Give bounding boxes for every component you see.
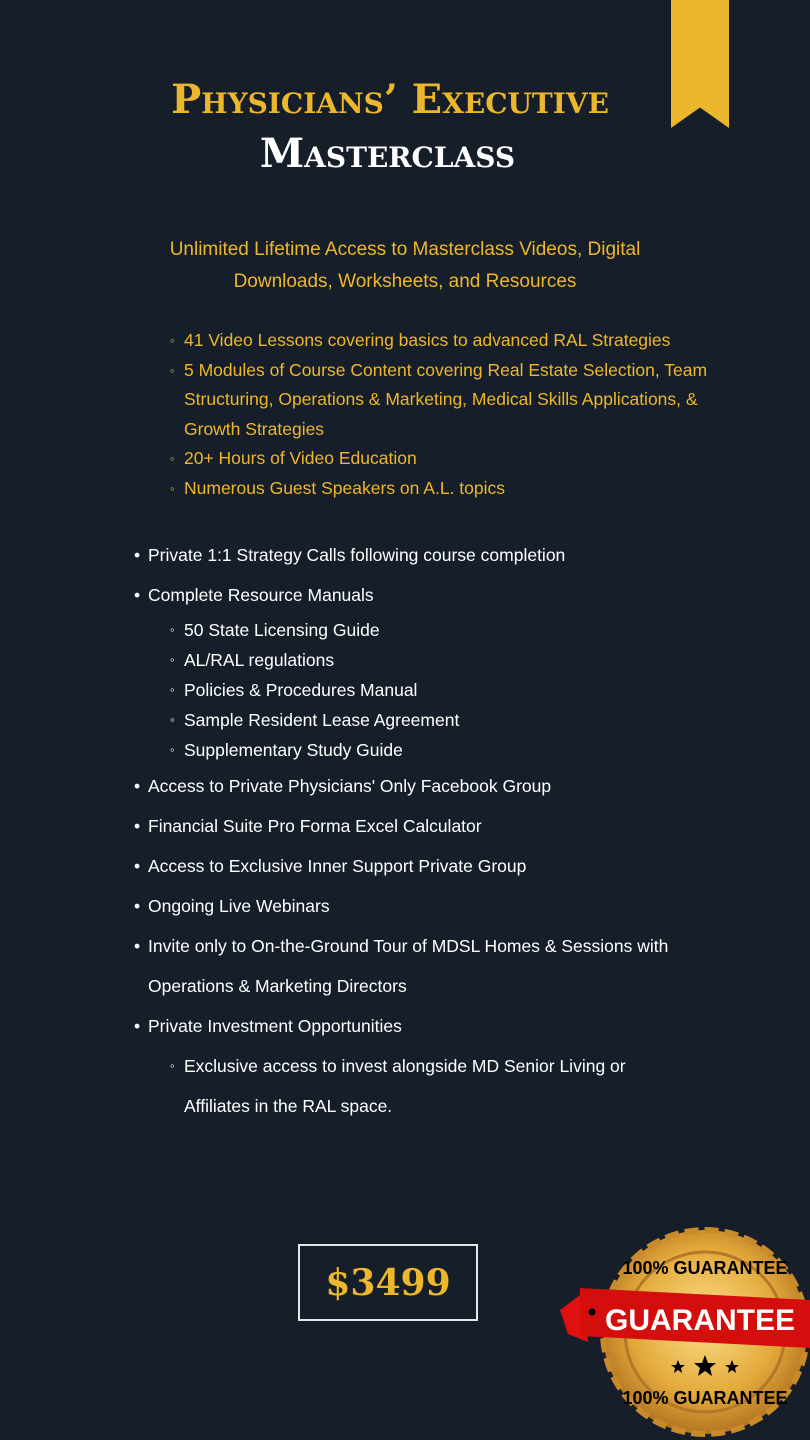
list-item: • Invite only to On-the-Ground Tour of MDSL Homes & Sessions with Operations & Marketing Directors — [134, 926, 734, 1006]
seal-ring-text-bottom: 100% GUARANTEE — [622, 1388, 788, 1408]
list-item: • Access to Exclusive Inner Support Private Group — [134, 846, 734, 886]
course-content-list — [170, 326, 730, 504]
list-item: • Financial Suite Pro Forma Excel Calculator — [134, 806, 734, 846]
price: $3499 — [325, 1261, 451, 1304]
list-item: ◦ Numerous Guest Speakers on A.L. topics — [170, 474, 730, 504]
list-item: ◦ 5 Modules of Course Content covering Real Estate Selection, Team Structuring, Operations & Marketing, Medical Skills Applications, & Growth Strategies — [170, 356, 730, 445]
list-item: ◦ Policies & Procedures Manual — [134, 675, 734, 705]
list-item: ◦ AL/RAL regulations — [134, 645, 734, 675]
page-title-masterclass: Masterclass — [259, 130, 516, 177]
list-item: ◦ 41 Video Lessons covering basics to advanced RAL Strategies — [170, 326, 730, 356]
price-box — [298, 1244, 478, 1321]
list-item: • Access to Private Physicians' Only Facebook Group — [134, 766, 734, 806]
list-item: ◦ Supplementary Study Guide — [134, 735, 734, 765]
list-item: ◦ Exclusive access to invest alongside MD Senior Living or Affiliates in the RAL space. — [134, 1046, 684, 1126]
guarantee-seal-icon — [560, 1222, 810, 1440]
list-item: • Private 1:1 Strategy Calls following course completion — [134, 535, 734, 575]
content-lists — [0, 326, 810, 1126]
list-item: ◦ Sample Resident Lease Agreement — [134, 705, 734, 735]
seal-ring-text: 100% GUARANTEE — [622, 1258, 788, 1278]
list-item: • Complete Resource Manuals — [134, 575, 734, 615]
seal-ribbon-text: GUARANTEE — [604, 1304, 796, 1337]
list-item: ◦ 20+ Hours of Video Education — [170, 444, 730, 474]
features-list — [134, 535, 734, 1126]
page-title: Physicians’ Executive — [171, 76, 609, 123]
list-item: ◦ 50 State Licensing Guide — [134, 615, 734, 645]
list-item: • Private Investment Opportunities — [134, 1006, 734, 1046]
list-item: • Ongoing Live Webinars — [134, 886, 734, 926]
subtitle: Unlimited Lifetime Access to Masterclass Videos, Digital Downloads, Worksheets, and Resources — [169, 239, 641, 292]
